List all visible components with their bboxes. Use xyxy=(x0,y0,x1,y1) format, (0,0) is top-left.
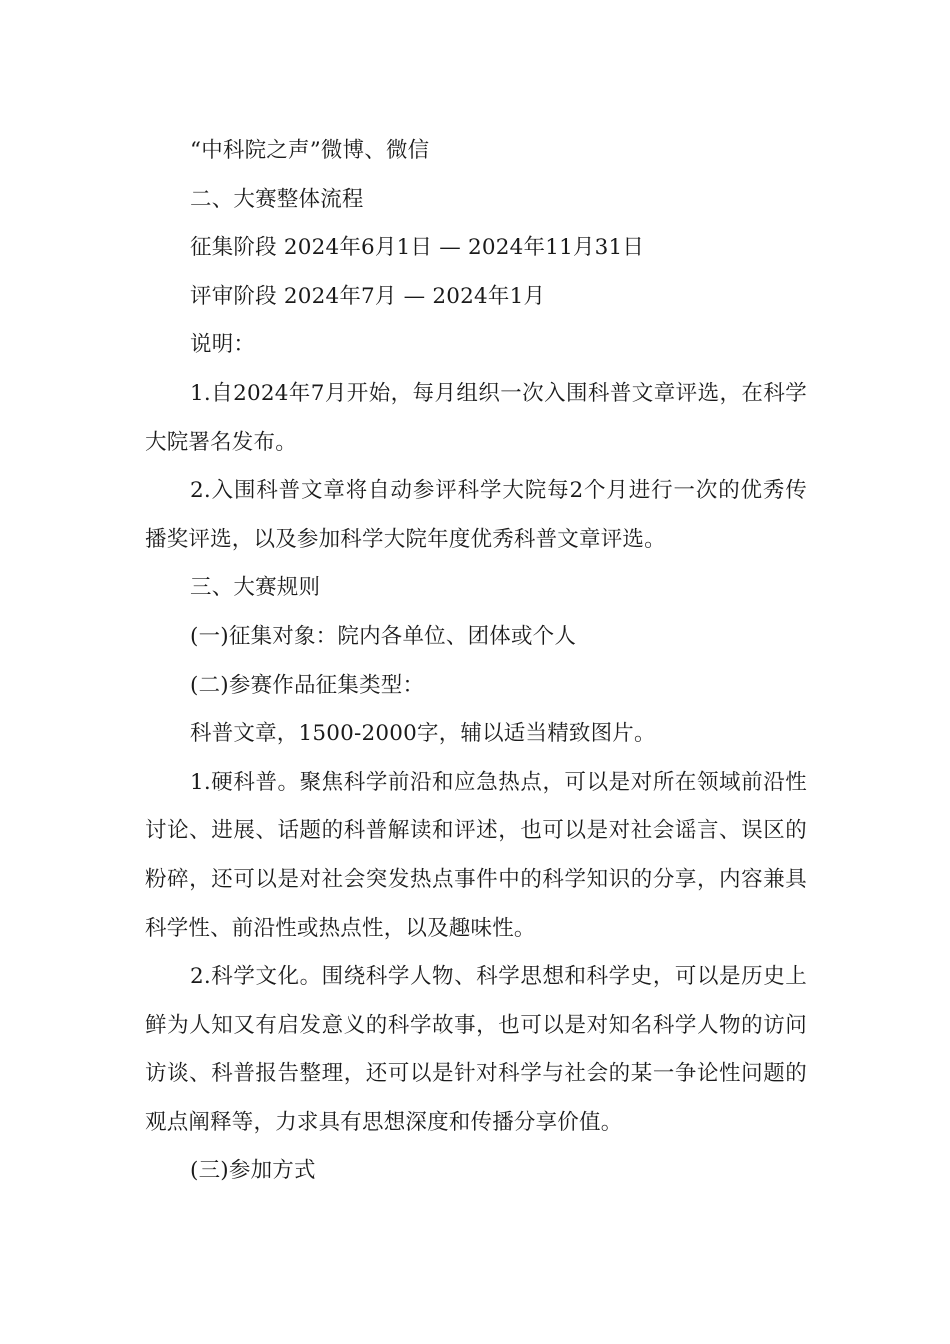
heading-participation-method: (三)参加方式 xyxy=(190,1158,316,1184)
paragraph-collection-stage: 征集阶段 2024年6月1日 — 2024年11月31日 xyxy=(190,235,645,261)
paragraph-entry-types-label: (二)参赛作品征集类型： xyxy=(190,672,425,698)
heading-overall-process: 二、大赛整体流程 xyxy=(190,186,364,212)
paragraph-note-2: 2.入围科普文章将自动参评科学大院每2个月进行一次的优秀传播奖评选，以及参加科学大院年度优秀科普文章评选。 xyxy=(145,478,807,552)
paragraph-notes-label: 说明： xyxy=(190,332,256,358)
paragraph-target-participants: (一)征集对象：院内各单位、团体或个人 xyxy=(190,623,577,649)
document-body xyxy=(145,127,807,1196)
paragraph-source-channels: “中科院之声”微博、微信 xyxy=(190,138,430,163)
paragraph-note-1: 1.自2024年7月开始，每月组织一次入围科普文章评选，在科学大院署名发布。 xyxy=(145,380,807,455)
heading-contest-rules: 三、大赛规则 xyxy=(190,575,321,601)
paragraph-hard-science: 1.硬科普。聚焦科学前沿和应急热点，可以是对所在领域前沿性讨论、进展、话题的科普解读和评述，也可以是对社会谣言、误区的粉碎，还可以是对社会突发热点事件中的科学知识的分享，内容兼具科学性、前沿性或热点性，以及趣味性。 xyxy=(145,769,807,941)
paragraph-science-culture: 2.科学文化。围绕科学人物、科学思想和科学史，可以是历史上鲜为人知又有启发意义的科学故事，也可以是对知名科学人物的访问访谈、科普报告整理，还可以是针对科学与社会的某一争论性问题的观点阐释等，力求具有思想深度和传播分享价值。 xyxy=(145,964,807,1135)
paragraph-review-stage: 评审阶段 2024年7月 — 2024年1月 xyxy=(190,283,546,309)
paragraph-article-requirements: 科普文章，1500-2000字，辅以适当精致图片。 xyxy=(190,721,656,747)
